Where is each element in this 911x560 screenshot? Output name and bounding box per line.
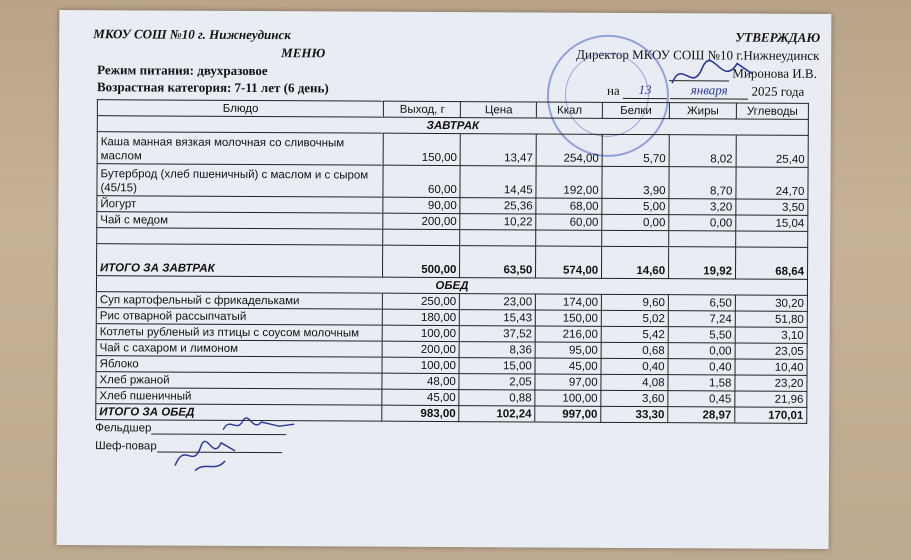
kcal-cell: 95,00 — [535, 342, 601, 358]
col-price: Цена — [461, 102, 537, 118]
carbs-cell: 3,10 — [735, 327, 807, 343]
output-cell: 180,00 — [383, 309, 460, 325]
carbs-cell: 30,20 — [735, 295, 807, 311]
protein-cell: 14,60 — [602, 246, 669, 278]
lunch-total-row — [96, 404, 807, 424]
protein-cell: 4,08 — [601, 374, 668, 390]
fat-cell: 0,40 — [668, 359, 735, 375]
kcal-cell: 100,00 — [535, 390, 601, 406]
kcal-cell: 150,00 — [535, 310, 601, 326]
director-signature — [667, 53, 757, 98]
fat-cell: 3,20 — [669, 199, 736, 215]
fat-cell: 28,97 — [668, 407, 735, 423]
output-cell: 60,00 — [383, 165, 460, 197]
section-title: ОБЕД — [96, 276, 807, 296]
price-cell: 63,50 — [460, 246, 536, 278]
col-kcal: Ккал — [537, 102, 603, 118]
output-cell: 150,00 — [384, 133, 461, 165]
carbs-cell: 15,04 — [736, 215, 808, 231]
kcal-cell: 254,00 — [536, 134, 602, 166]
fat-cell: 1,58 — [668, 375, 735, 391]
kcal-cell: 997,00 — [535, 406, 601, 422]
carbs-cell: 51,80 — [735, 311, 807, 327]
kcal-cell: 45,00 — [535, 358, 601, 374]
carbs-cell: 3,50 — [736, 199, 808, 215]
price-cell: 15,43 — [460, 310, 536, 326]
fat-cell: 0,00 — [669, 215, 736, 231]
menu-title: МЕНЮ — [281, 45, 326, 61]
output-cell: 100,00 — [382, 357, 459, 373]
protein-cell: 5,00 — [602, 198, 669, 214]
fat-cell: 0,45 — [668, 391, 735, 407]
carbs-cell: 21,96 — [735, 391, 807, 407]
menu-sheet — [57, 10, 832, 549]
table-row — [97, 132, 808, 168]
dish-name: Хлеб ржаной — [96, 372, 383, 389]
kcal-cell: 216,00 — [535, 326, 601, 342]
dish-name: Хлеб пшеничный — [96, 388, 383, 405]
col-protein: Белки — [603, 102, 670, 118]
fat-cell: 19,92 — [669, 247, 736, 279]
dish-name: Чай с сахаром и лимоном — [96, 340, 383, 357]
price-cell: 8,36 — [459, 342, 535, 358]
price-cell: 2,05 — [459, 374, 535, 390]
date-day: 13 — [623, 82, 667, 99]
medic-label: Фельдшер — [95, 422, 152, 435]
price-cell: 25,36 — [460, 198, 536, 214]
output-cell: 983,00 — [382, 405, 459, 421]
price-cell: 23,00 — [460, 294, 536, 310]
protein-cell: 0,68 — [601, 342, 668, 358]
fat-cell: 5,50 — [668, 327, 735, 343]
chef-label: Шеф-повар — [95, 440, 157, 453]
output-cell: 250,00 — [383, 293, 460, 309]
kcal-cell: 60,00 — [536, 214, 602, 230]
director-name: Миронова И.В. — [732, 65, 817, 81]
fat-cell: 7,24 — [668, 311, 735, 327]
feeding-mode: Режим питания: двухразовое — [97, 62, 268, 79]
price-cell: 37,52 — [460, 326, 536, 342]
fat-cell: 0,00 — [668, 343, 735, 359]
dish-name: Йогурт — [97, 196, 384, 213]
fat-cell: 6,50 — [668, 295, 735, 311]
total-label: ИТОГО ЗА ЗАВТРАК — [97, 244, 384, 277]
col-fat: Жиры — [669, 103, 736, 119]
chef-signature — [165, 431, 245, 476]
carbs-cell: 25,40 — [736, 135, 808, 167]
date-month: января — [670, 82, 748, 99]
output-cell: 45,00 — [382, 389, 459, 405]
total-label: ИТОГО ЗА ОБЕД — [96, 404, 383, 421]
output-cell: 100,00 — [383, 325, 460, 341]
carbs-cell: 68,64 — [735, 247, 807, 279]
dish-name: Бутерброд (хлеб пшеничный) с маслом и с сыром (45/15) — [97, 164, 384, 197]
dish-name: Каша манная вязкая молочная со сливочным маслом — [97, 132, 384, 165]
carbs-cell: 24,70 — [736, 167, 808, 199]
protein-cell: 9,60 — [601, 294, 668, 310]
dish-name: Суп картофельный с фрикадельками — [96, 292, 383, 309]
date-year: 2025 года — [751, 83, 805, 99]
carbs-cell: 23,05 — [735, 343, 807, 359]
dish-name: Чай с медом — [97, 212, 384, 229]
kcal-cell: 68,00 — [536, 198, 602, 214]
protein-cell: 3,60 — [601, 390, 668, 406]
output-cell: 48,00 — [382, 373, 459, 389]
age-category: Возрастная категория: 7-11 лет (6 день) — [96, 79, 329, 96]
protein-cell: 0,00 — [602, 214, 669, 230]
col-dish: Блюдо — [97, 100, 384, 117]
breakfast-total-row — [97, 244, 808, 280]
price-cell: 0,88 — [459, 390, 535, 406]
protein-cell: 0,40 — [601, 358, 668, 374]
price-cell: 102,24 — [459, 406, 535, 422]
kcal-cell: 97,00 — [535, 374, 601, 390]
protein-cell: 5,02 — [601, 310, 668, 326]
table-row — [97, 164, 808, 200]
output-cell: 90,00 — [383, 197, 460, 213]
protein-cell: 3,90 — [602, 166, 669, 198]
carbs-cell: 23,20 — [735, 375, 807, 391]
price-cell: 15,00 — [459, 358, 535, 374]
menu-table — [95, 99, 809, 424]
protein-cell: 5,42 — [601, 326, 668, 342]
col-output: Выход, г — [384, 101, 461, 117]
kcal-cell: 192,00 — [536, 166, 602, 198]
output-cell: 500,00 — [383, 245, 460, 277]
dish-name: Котлеты рубленый из птицы с соусом молочным — [96, 324, 383, 341]
carbs-cell: 170,01 — [735, 407, 807, 423]
kcal-cell: 174,00 — [536, 294, 602, 310]
carbs-cell: 10,40 — [735, 359, 807, 375]
approve-label: УТВЕРЖДАЮ — [735, 29, 821, 45]
dish-name: Рис отварной рассыпчатый — [96, 308, 383, 325]
fat-cell: 8,02 — [669, 135, 736, 167]
school-name: МКОУ СОШ №10 г. Нижнеудинск — [93, 26, 291, 43]
date-prefix: на — [606, 82, 620, 98]
col-carbs: Углеводы — [736, 103, 808, 119]
protein-cell: 33,30 — [601, 406, 668, 422]
price-cell: 14,45 — [460, 166, 536, 198]
price-cell: 10,22 — [460, 214, 536, 230]
price-cell: 13,47 — [460, 134, 536, 166]
protein-cell: 5,70 — [602, 134, 669, 166]
output-cell: 200,00 — [383, 213, 460, 229]
output-cell: 200,00 — [383, 341, 460, 357]
director-title: Директор МКОУ СОШ №10 г.Нижнеудинск — [576, 46, 820, 63]
fat-cell: 8,70 — [669, 167, 736, 199]
section-title: ЗАВТРАК — [97, 116, 808, 136]
dish-name: Яблоко — [96, 356, 383, 373]
kcal-cell: 574,00 — [536, 246, 602, 278]
